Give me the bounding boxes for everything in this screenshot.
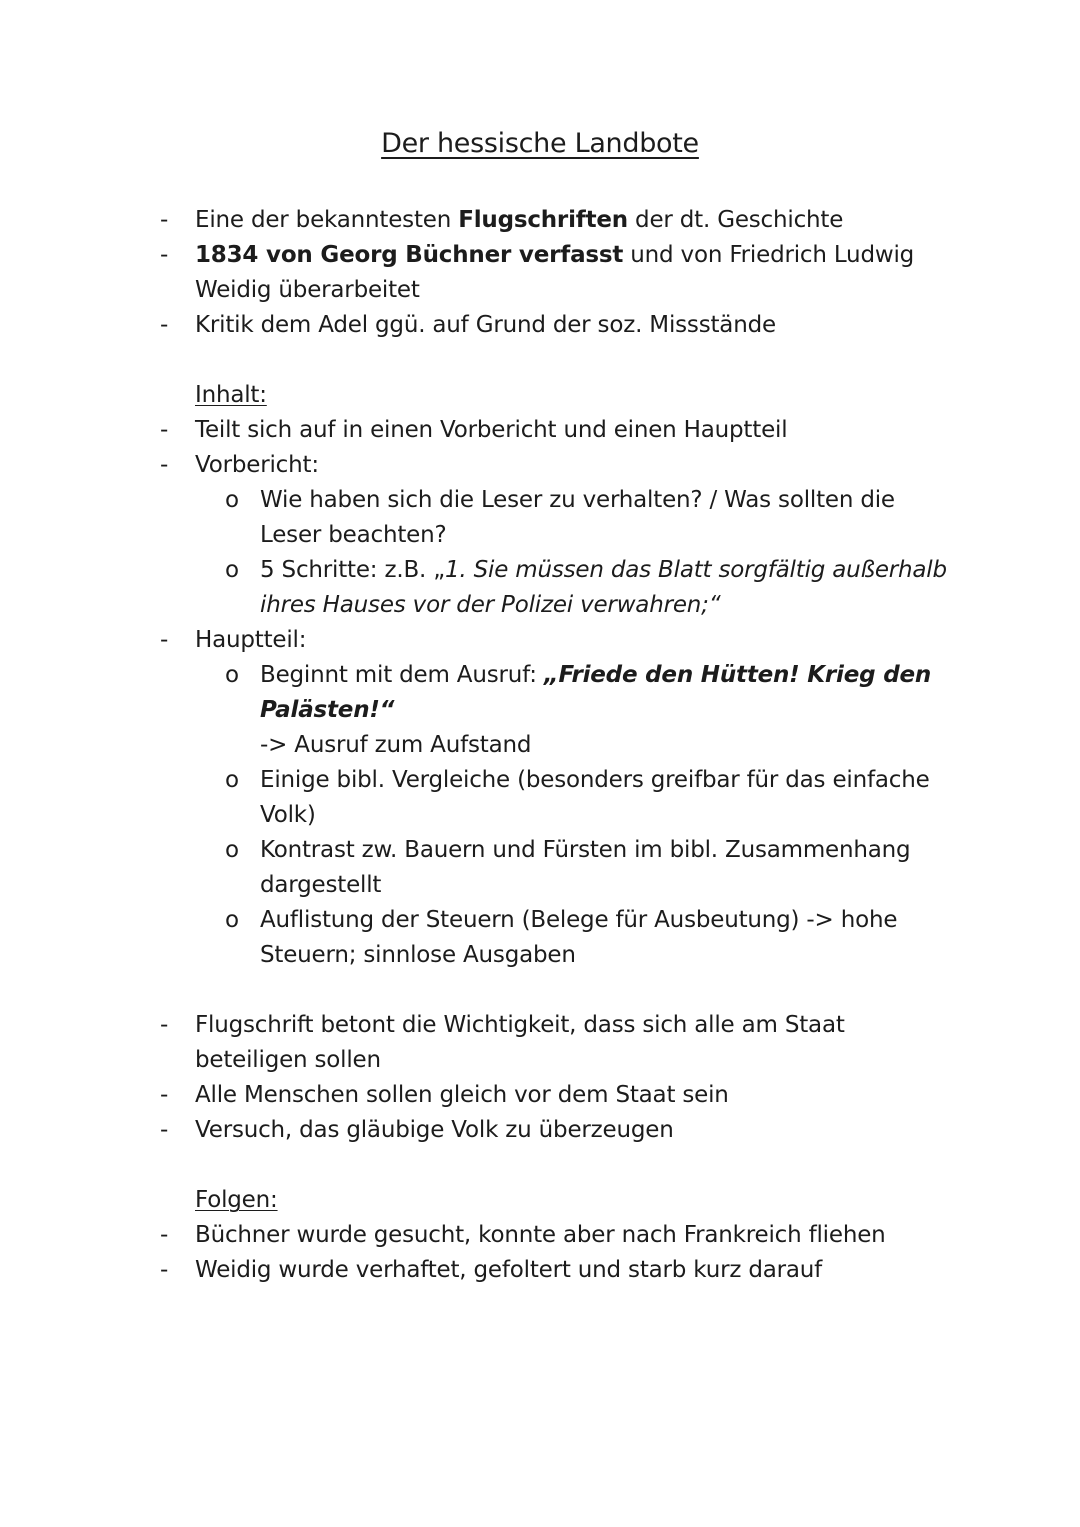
- section-heading-inhalt: Inhalt:: [195, 382, 267, 408]
- dash-bullet: -: [160, 312, 169, 338]
- dash-bullet: -: [160, 417, 169, 443]
- document-body: [0, 203, 1080, 1288]
- dash-bullet: -: [160, 1117, 169, 1143]
- list-item: - Flugschrift betont die Wichtigkeit, dass sich alle am Staat beteiligen sollen: [0, 1008, 1080, 1078]
- list-item: - Hauptteil:: [0, 623, 1080, 658]
- sub-list-item: o Beginnt mit dem Ausruf: „Friede den Hütten! Krieg den Palästen!“ -> Ausruf zum Aufstand: [0, 658, 1080, 763]
- list-item: - Büchner wurde gesucht, konnte aber nach Frankreich fliehen: [0, 1218, 1080, 1253]
- circle-bullet: o: [225, 487, 239, 513]
- sub-list-item: o Kontrast zw. Bauern und Fürsten im bibl. Zusammenhang dargestellt: [0, 833, 1080, 903]
- dash-bullet: -: [160, 207, 169, 233]
- circle-bullet: o: [225, 907, 239, 933]
- dash-bullet: -: [160, 1012, 169, 1038]
- list-item: - Vorbericht:: [0, 448, 1080, 483]
- list-item: - Alle Menschen sollen gleich vor dem Staat sein: [0, 1078, 1080, 1113]
- page-title: Der hessische Landbote: [381, 128, 699, 159]
- sub-list-item: o Wie haben sich die Leser zu verhalten? / Was sollten die Leser beachten?: [0, 483, 1080, 553]
- list-item: - Teilt sich auf in einen Vorbericht und einen Hauptteil: [0, 413, 1080, 448]
- sub-list-item: o Auflistung der Steuern (Belege für Ausbeutung) -> hohe Steuern; sinnlose Ausgaben: [0, 903, 1080, 973]
- circle-bullet: o: [225, 767, 239, 793]
- list-item: - Eine der bekanntesten Flugschriften der dt. Geschichte: [0, 203, 1080, 238]
- sub-list-item: o 5 Schritte: z.B. „1. Sie müssen das Blatt sorgfältig außerhalb ihres Hauses vor der Polizei verwahren;“: [0, 553, 1080, 623]
- list-item: - 1834 von Georg Büchner verfasst und von Friedrich Ludwig Weidig überarbeitet: [0, 238, 1080, 308]
- circle-bullet: o: [225, 662, 239, 688]
- dash-bullet: -: [160, 1222, 169, 1248]
- dash-bullet: -: [160, 627, 169, 653]
- list-item: - Versuch, das gläubige Volk zu überzeugen: [0, 1113, 1080, 1148]
- circle-bullet: o: [225, 557, 239, 583]
- dash-bullet: -: [160, 242, 169, 268]
- list-item: - Weidig wurde verhaftet, gefoltert und starb kurz darauf: [0, 1253, 1080, 1288]
- dash-bullet: -: [160, 1082, 169, 1108]
- dash-bullet: -: [160, 1257, 169, 1283]
- circle-bullet: o: [225, 837, 239, 863]
- dash-bullet: -: [160, 452, 169, 478]
- list-item: - Kritik dem Adel ggü. auf Grund der soz. Missstände: [0, 308, 1080, 343]
- sub-list-item: o Einige bibl. Vergleiche (besonders greifbar für das einfache Volk): [0, 763, 1080, 833]
- section-heading-folgen: Folgen:: [195, 1187, 278, 1213]
